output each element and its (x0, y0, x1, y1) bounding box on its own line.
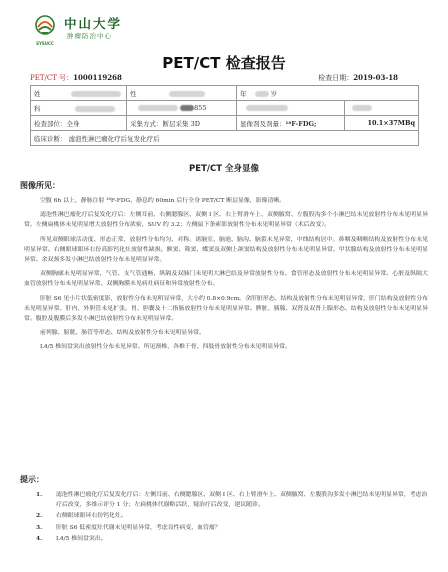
findings-paragraph: 滤泡性淋巴瘤化疗后复发化疗后：左侧耳前、右侧腮腺区、双侧 I 区、右上臂滑车上、双侧腋窝、左腹股沟多个小淋巴结未见放射性分布未见明显异常。左侧扁桃体未见明显增大放射性分布浓密，SUV 约 3.2；左侧鼠下条索影放射性分布未见明显异常（术后改变）。 (24, 212, 428, 229)
patient-info-table (30, 85, 419, 146)
exam-site-cell: 检查部位：全身 (31, 116, 127, 131)
redacted-bed (352, 105, 372, 111)
redacted-id (138, 105, 178, 111)
section-title: PET/CT 全身显像 (189, 164, 259, 174)
pet-number-value: 1000119268 (73, 73, 122, 82)
tracer-label: 显像剂及剂量： (240, 119, 286, 128)
logo-unit-name: 肿瘤防治中心 (67, 32, 112, 40)
findings-paragraph: 空腹 6h 以上，静脉注射 ¹⁸F-FDG，静息约 60min 后行全身 PET/CT 断层显像，影像清晰。 (40, 198, 286, 204)
patient-id-tail: 855 (194, 104, 207, 112)
bed-cell (345, 101, 419, 116)
findings-paragraph: L4/5 椎间盘突出放射性分布未见异常。所见颈椎、各椎干骨、四肢骨放射性分布未见明显异常。 (40, 344, 291, 351)
logo-abbreviation: SYSUCC (36, 41, 54, 46)
info-row-identity (31, 86, 419, 101)
impression-item (36, 523, 428, 533)
name-label: 姓 (34, 89, 41, 98)
pet-number-label: PET/CT 号： (30, 74, 74, 82)
acquisition-label: 采集方式： (130, 119, 163, 128)
impression-heading: 提示： (20, 475, 44, 484)
exam-date (318, 73, 398, 83)
exam-date-value: 2019-03-18 (353, 73, 398, 82)
redacted-name (71, 91, 121, 97)
info-row-exam (31, 116, 419, 131)
name-cell (31, 86, 127, 101)
info-row-diagnosis (31, 131, 419, 146)
gender-label: 性 (130, 89, 137, 98)
hospital-emblem-icon (30, 13, 60, 43)
age-suffix: 岁 (270, 89, 278, 98)
impression-number: 1. (36, 491, 43, 498)
impression-text: L4/5 椎间盘突出。 (56, 535, 107, 542)
acquisition-cell (127, 116, 237, 131)
redacted-ward (246, 105, 288, 111)
redacted-age (255, 91, 269, 97)
info-row-department (31, 101, 419, 116)
acquisition-value: 断层采集 3D (162, 119, 200, 128)
clinical-diagnosis-label: 临床诊断： (34, 134, 67, 143)
impression-item (36, 511, 428, 521)
clinical-diagnosis-cell (31, 131, 419, 146)
redacted-id-dark (180, 105, 194, 111)
impression-text: 肝脏 S6 低密度灶代谢未见明显异常，考虑良性病变，血管瘤？ (56, 524, 221, 531)
impression-number: 3. (36, 523, 43, 531)
impression-item (36, 490, 428, 510)
tracer-cell (237, 116, 345, 131)
impression-text: 滤泡性淋巴瘤化疗后复发化疗后：左侧耳前、右侧腮腺区、双侧 I 区、右上臂滑车上、双侧腋窝、左腹股沟多发小淋巴结未见明显异常，考虑治疗后改变，多维示评分 1 分；左扁桃体代谢略活跃，疑治疗后改变，建议随诊。 (56, 492, 428, 509)
tracer-dose: 10.1×37MBq (345, 116, 419, 131)
impression-number: 4. (36, 534, 43, 542)
impression-text: 右侧眼球眼环右份钙化灶。 (56, 513, 127, 520)
ward-cell (237, 101, 345, 116)
gender-cell (127, 86, 237, 101)
age-label: 年 (240, 89, 247, 98)
findings-paragraph: 所见双侧眼球活动度、形态正常，放射性分布均匀、对称。诸脑室、脑池、脑沟、脑裂未见异常，中线结构居中。鼻咽及咽喉结构及放射性分布未见明显异常。右侧眼球眼环右份高影钙化灶放射性缺损。额窦、筛窦、蝶窦及双侧上颌窦结构及放射性分布未见明显异常。甲状腺结构及放射性分布未见明显异常。余双颈多发小淋巴结放射性分布未见明显异常。 (24, 236, 428, 264)
impression-number: 2. (36, 512, 43, 520)
exam-date-label: 检查日期： (318, 74, 354, 82)
tracer-value: ¹⁸F-FDG; (285, 119, 317, 128)
patient-id-cell (127, 101, 237, 116)
report-title: PET/CT 检查报告 (162, 54, 286, 72)
hospital-logo (30, 13, 170, 47)
department-label: 科 (34, 104, 41, 113)
clinical-diagnosis-value: 滤泡性淋巴瘤化疗后复发化疗后 (68, 134, 160, 143)
department-cell (31, 101, 127, 116)
findings-paragraph: 前列腺、膀胱、肠管等形态、结构及放射性分布未见明显异常。 (40, 330, 205, 337)
logo-university-name: 中山大学 (64, 16, 123, 31)
redacted-department (75, 106, 115, 112)
redacted-gender (169, 91, 205, 97)
findings-heading: 图像所见： (20, 181, 60, 190)
pet-number (30, 73, 122, 83)
impression-list (36, 490, 428, 545)
findings-body (24, 196, 428, 357)
findings-paragraph: 双侧胸廓未见明显异常，气管、支气管通畅，纵隔及双肺门未见明大淋巴结及异常放射性分布。食管形态及放射性分布未见明显异常。心脏及纵隔大血管放射性分布未见明显异常。双侧胸膜未见病灶病征和异常放射性分布。 (24, 271, 428, 288)
impression-item (36, 534, 428, 544)
age-cell (237, 86, 419, 101)
findings-paragraph: 肝脏 S6 见小片状低密度影，放射性分布未见明显异常，大小约 0.8×0.9cm。余肝脏形态、结构及放射性分布未见明显异常，肝门结构及放射性分布未见明显异常。肝内、外胆管未见扩张。胃、胆囊及十二指肠放射性分布未见明显异常。脾脏、胰腺、双肾及双肾上腺形态、结构及放射性分布未见明显异常。腹腔及腹膜后多发小淋巴结放射性分布未见明显异常。 (24, 295, 428, 323)
